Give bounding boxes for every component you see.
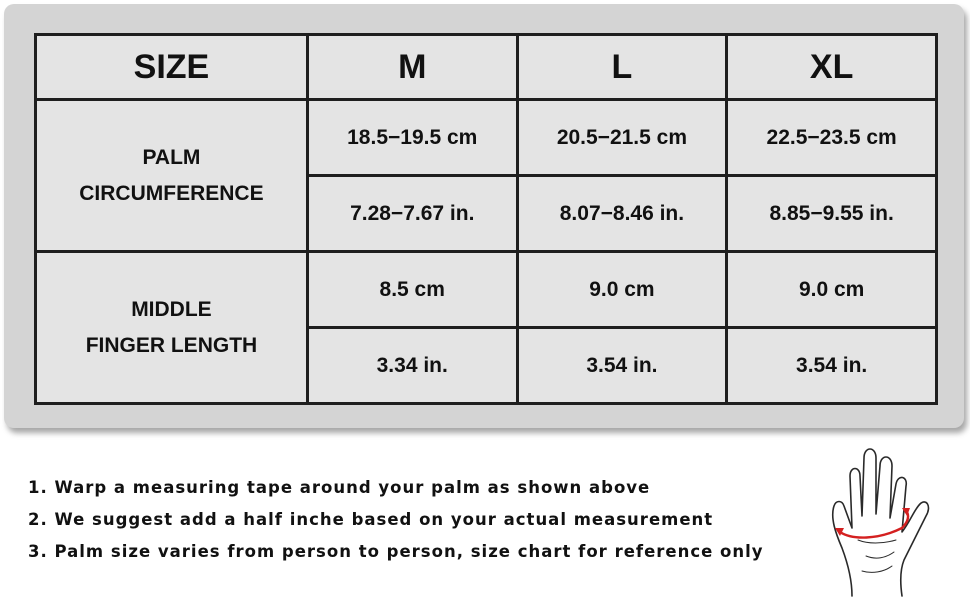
palm-in-xl: 8.85−9.55 in. bbox=[727, 176, 937, 252]
header-xl: XL bbox=[727, 35, 937, 100]
palm-in-m: 7.28−7.67 in. bbox=[307, 176, 517, 252]
instruction-item: 2. We suggest add a half inche based on your actual measurement bbox=[28, 510, 714, 529]
hand-with-measuring-arrow-icon bbox=[822, 436, 932, 598]
header-l: L bbox=[517, 35, 727, 100]
finger-in-l: 3.54 in. bbox=[517, 328, 727, 404]
middle-finger-length-label bbox=[36, 252, 308, 404]
finger-in-xl: 3.54 in. bbox=[727, 328, 937, 404]
palm-cm-row bbox=[36, 100, 937, 176]
palm-cm-m: 18.5−19.5 cm bbox=[307, 100, 517, 176]
header-m: M bbox=[307, 35, 517, 100]
instruction-item: 3. Palm size varies from person to person, size chart for reference only bbox=[28, 542, 764, 561]
palm-circumference-label bbox=[36, 100, 308, 252]
finger-cm-l: 9.0 cm bbox=[517, 252, 727, 328]
palm-label-line1: PALM bbox=[142, 145, 201, 169]
finger-label-line1: MIDDLE bbox=[131, 297, 212, 321]
size-chart-panel bbox=[4, 4, 964, 428]
palm-cm-l: 20.5−21.5 cm bbox=[517, 100, 727, 176]
palm-label-line2: CIRCUMFERENCE bbox=[79, 181, 264, 205]
header-size: SIZE bbox=[36, 35, 308, 100]
palm-in-l: 8.07−8.46 in. bbox=[517, 176, 727, 252]
finger-in-m: 3.34 in. bbox=[307, 328, 517, 404]
palm-cm-xl: 22.5−23.5 cm bbox=[727, 100, 937, 176]
instruction-item: 1. Warp a measuring tape around your palm as shown above bbox=[28, 478, 651, 497]
finger-cm-xl: 9.0 cm bbox=[727, 252, 937, 328]
instructions-list bbox=[28, 474, 764, 570]
size-chart-table bbox=[34, 33, 938, 405]
finger-cm-row bbox=[36, 252, 937, 328]
finger-label-line2: FINGER LENGTH bbox=[85, 333, 258, 357]
finger-cm-m: 8.5 cm bbox=[307, 252, 517, 328]
header-row bbox=[36, 35, 937, 100]
